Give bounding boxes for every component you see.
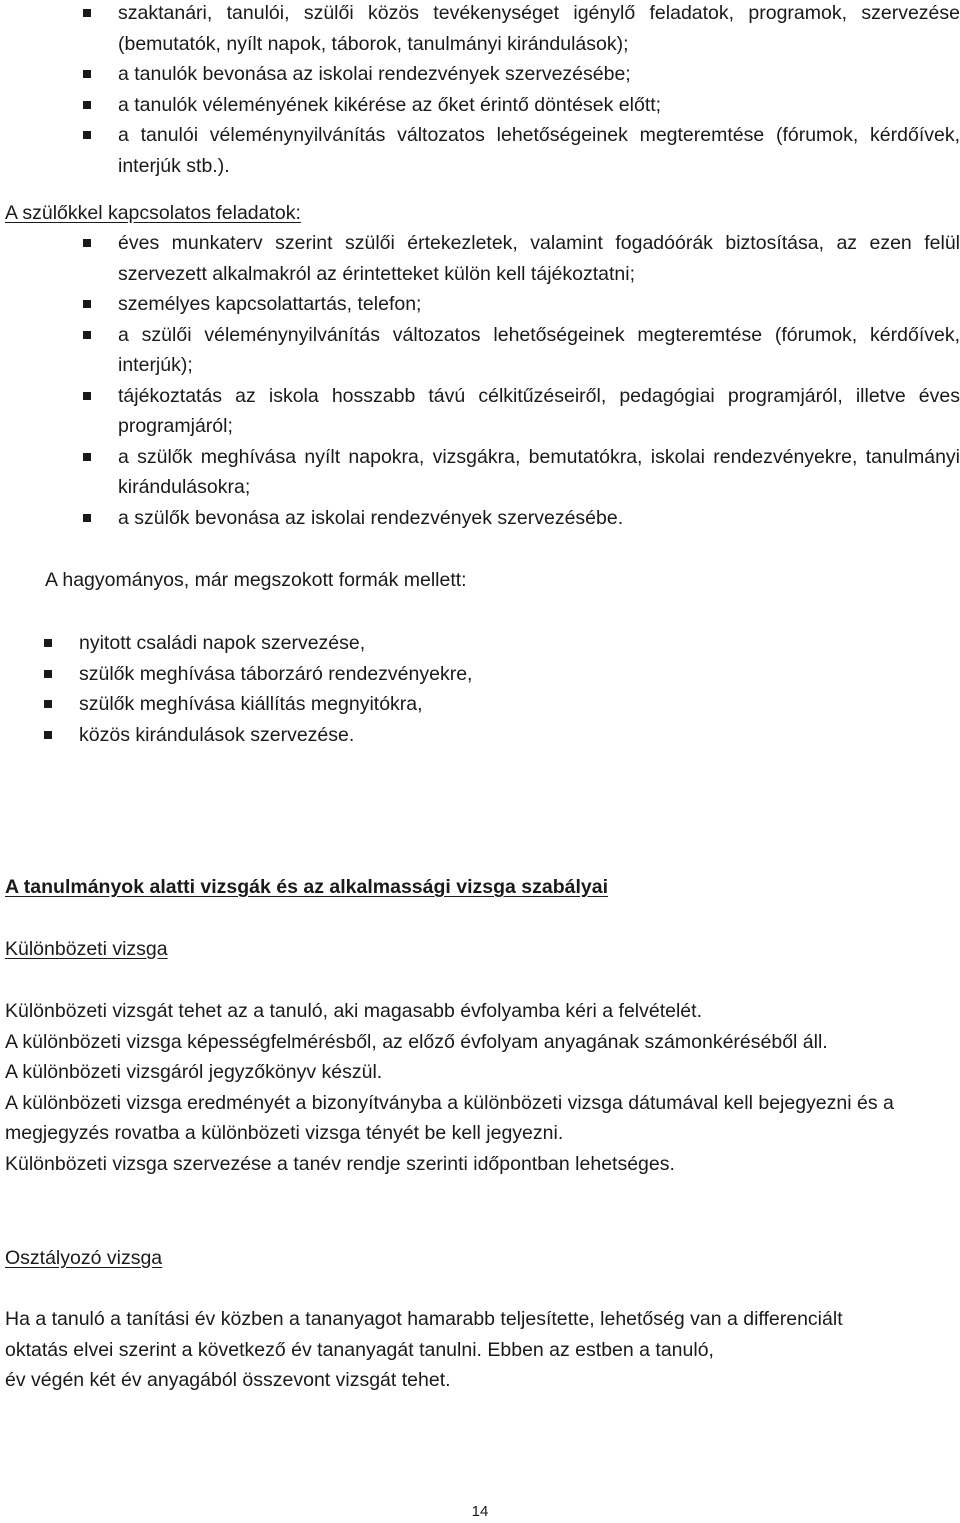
list-item-text: a szülők meghívása nyílt napokra, vizsgákra, bemutatókra, iskolai rendezvényekre, tanulmányi kirándulásokra; — [118, 445, 960, 498]
paragraph: Ha a tanuló a tanítási év közben a tananyagot hamarabb teljesítette, lehetőség van a differenciált oktatás elvei szerint a következő év tananyagát tanulni. Ebben az estben a tanuló, — [5, 1308, 843, 1361]
bullet-icon — [83, 239, 91, 247]
list-item-text: személyes kapcsolattartás, telefon; — [118, 293, 422, 315]
exams-section-heading: A tanulmányok alatti vizsgák és az alkalmassági vizsga szabályai — [5, 876, 608, 898]
bullet-icon — [44, 731, 52, 739]
list-item-text: a tanulók véleményének kikérése az őket érintő döntések előtt; — [118, 93, 662, 116]
list-item — [118, 503, 960, 534]
grading-exam-body — [5, 1304, 900, 1396]
list-item — [118, 0, 960, 59]
list-item-text: a szülői véleménynyilvánítás változatos lehetőségeinek megteremtése (fórumok, kérdőívek, interjúk); — [118, 323, 960, 376]
list-item-text: a szülők bevonása az iskolai rendezvények szervezésébe. — [118, 506, 624, 529]
list-item — [118, 120, 960, 181]
bullet-icon — [83, 300, 91, 308]
bullet-icon — [83, 514, 91, 522]
bullet-icon — [44, 670, 52, 678]
list-item-text: a tanulói véleménynyilvánítás változatos lehetőségeinek megteremtése (fórumok, kérdőívek, interjúk stb.). — [118, 124, 960, 177]
list-item-text: nyitott családi napok szervezése, — [79, 632, 366, 654]
bullet-icon — [44, 639, 52, 647]
list-item-text: tájékoztatás az iskola hosszabb távú célkitűzéseiről, pedagógiai programjáról, illetve éves programjáról; — [118, 384, 960, 437]
list-item-text: közös kirándulások szervezése. — [79, 723, 355, 746]
parents-heading: A szülőkkel kapcsolatos feladatok: — [5, 202, 301, 224]
list-item-text: éves munkaterv szerint szülői értekezletek, valamint fogadóórák biztosítása, az ezen felül szervezett alkalmakról az érintetteket külön kell tájékoztatni; — [118, 232, 960, 285]
list-item — [79, 659, 939, 690]
list-item — [118, 442, 960, 503]
difference-exam-body — [5, 996, 940, 1180]
list-item — [118, 228, 960, 289]
paragraph: A különbözeti vizsga képességfelmérésből, az előző évfolyam anyagának számonkéréséből áll. — [5, 1030, 828, 1053]
bullet-icon — [83, 131, 91, 139]
bullet-icon — [83, 392, 91, 400]
list-item — [118, 289, 960, 320]
paragraph: A különbözeti vizsga eredményét a bizonyítványba a különbözeti vizsga dátumával kell bejegyezni és a megjegyzés rovatba a különbözeti vizsga tényét be kell jegyezni. — [5, 1091, 894, 1145]
page-number: 14 — [471, 1503, 489, 1520]
list-item-text: szaktanári, tanulói, szülői közös tevékenységet igénylő feladatok, programok, szervezése (bemutatók, nyílt napok, táborok, tanulmányi kirándulások); — [118, 2, 960, 55]
list-item — [118, 381, 960, 442]
list-item-text: szülők meghívása táborzáró rendezvényekre, — [79, 662, 473, 685]
list-item-text: szülők meghívása kiállítás megnyitókra, — [79, 693, 423, 715]
list-item — [118, 320, 960, 381]
traditional-forms-heading: A hagyományos, már megszokott formák mellett: — [45, 569, 467, 591]
parents-tasks-list — [118, 228, 960, 533]
traditional-forms-list — [79, 628, 939, 750]
paragraph: év végén két év anyagából összevont vizsgát tehet. — [5, 1369, 451, 1392]
bullet-icon — [83, 9, 91, 17]
paragraph: A különbözeti vizsgáról jegyzőkönyv készül. — [5, 1061, 383, 1084]
list-item — [79, 628, 939, 659]
list-item-text: a tanulók bevonása az iskolai rendezvények szervezésébe; — [118, 63, 631, 85]
bullet-icon — [83, 70, 91, 78]
bullet-icon — [44, 700, 52, 708]
bullet-icon — [83, 331, 91, 339]
list-item — [79, 689, 939, 720]
bullet-icon — [83, 453, 91, 461]
grading-exam-heading: Osztályozó vizsga — [5, 1247, 163, 1269]
bullet-icon — [83, 101, 91, 109]
list-item — [118, 90, 960, 121]
list-item — [118, 59, 960, 90]
paragraph: Különbözeti vizsgát tehet az a tanuló, aki magasabb évfolyamba kéri a felvételét. — [5, 1000, 702, 1022]
student-tasks-list — [118, 0, 960, 181]
list-item — [79, 720, 939, 751]
paragraph: Különbözeti vizsga szervezése a tanév rendje szerinti időpontban lehetséges. — [5, 1152, 675, 1175]
difference-exam-heading: Különbözeti vizsga — [5, 938, 168, 960]
